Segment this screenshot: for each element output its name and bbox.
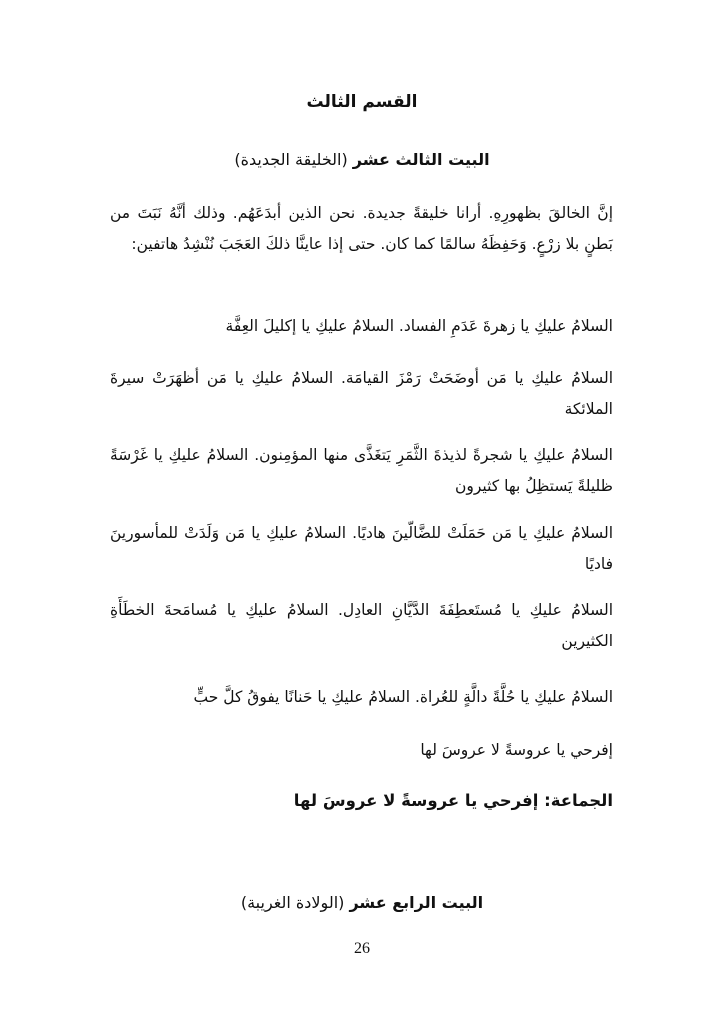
house-14-subtitle: (الولادة الغريبة): [240, 893, 345, 912]
house-13-heading: [0, 150, 724, 169]
refrain-line: إفرحي يا عروسةً لا عروسَ لها: [420, 741, 613, 759]
house-13-subtitle: (الخليقة الجديدة): [234, 150, 348, 169]
page-number: 26: [354, 940, 370, 957]
salutation-paragraph-1: السلامُ عليكِ يا زهرةَ عَدَمِ الفساد. السلامُ عليكِ يا إكليلَ العِفَّة: [225, 317, 613, 335]
salutation-paragraph-2: السلامُ عليكِ يا مَن أوضَحَتْ رَمْزَ القيامَة. السلامُ عليكِ يا مَن أظهَرَتْ سيرةَ الملائكة: [110, 369, 613, 418]
house-14-heading: [0, 893, 724, 912]
house-14-name: البيت الرابع عشر: [349, 893, 484, 912]
salutation-paragraph-4: السلامُ عليكِ يا مَن حَمَلَتْ للضَّالّينَ هاديًا. السلامُ عليكِ يا مَن وَلَدَتْ للمأسورينَ فاديًا: [110, 524, 613, 573]
chorus-line: الجماعة: إفرحي يا عروسةً لا عروسَ لها: [293, 791, 613, 810]
intro-paragraph: إنَّ الخالقَ بظهورِهِ. أرانا خليقةً جديدة. نحن الذين أبدَعَهُم. وذلك أنَّهُ نَبَتَ من بَطنٍ بلا زرْعٍ. وَحَفِظَهُ سالمًا كما كان. حتى إذا عاينَّا ذلكَ العَجَبَ نُنْشِدُ هاتفين:: [110, 204, 613, 253]
section-title: القسم الثالث: [306, 92, 418, 112]
salutation-paragraph-6: السلامُ عليكِ يا حُلَّةً دالَّةٍ للعُراة. السلامُ عليكِ يا حَنانًا يفوقُ كلَّ حبٍّ: [193, 688, 613, 706]
salutation-paragraph-5: السلامُ عليكِ يا مُستَعطِفَةَ الدَّيَّانِ العادِل. السلامُ عليكِ يا مُسامَحةَ الخطَأَةِ الكثيرين: [110, 601, 613, 650]
salutation-paragraph-3: السلامُ عليكِ يا شجرةً لذيذةَ الثَّمَرِ يَتغَذَّى منها المؤمِنون. السلامُ عليكِ يا غَرْسَةً ظليلةً يَستظِلُ بها كثيرون: [110, 446, 613, 495]
house-13-name: البيت الثالث عشر: [352, 150, 490, 169]
